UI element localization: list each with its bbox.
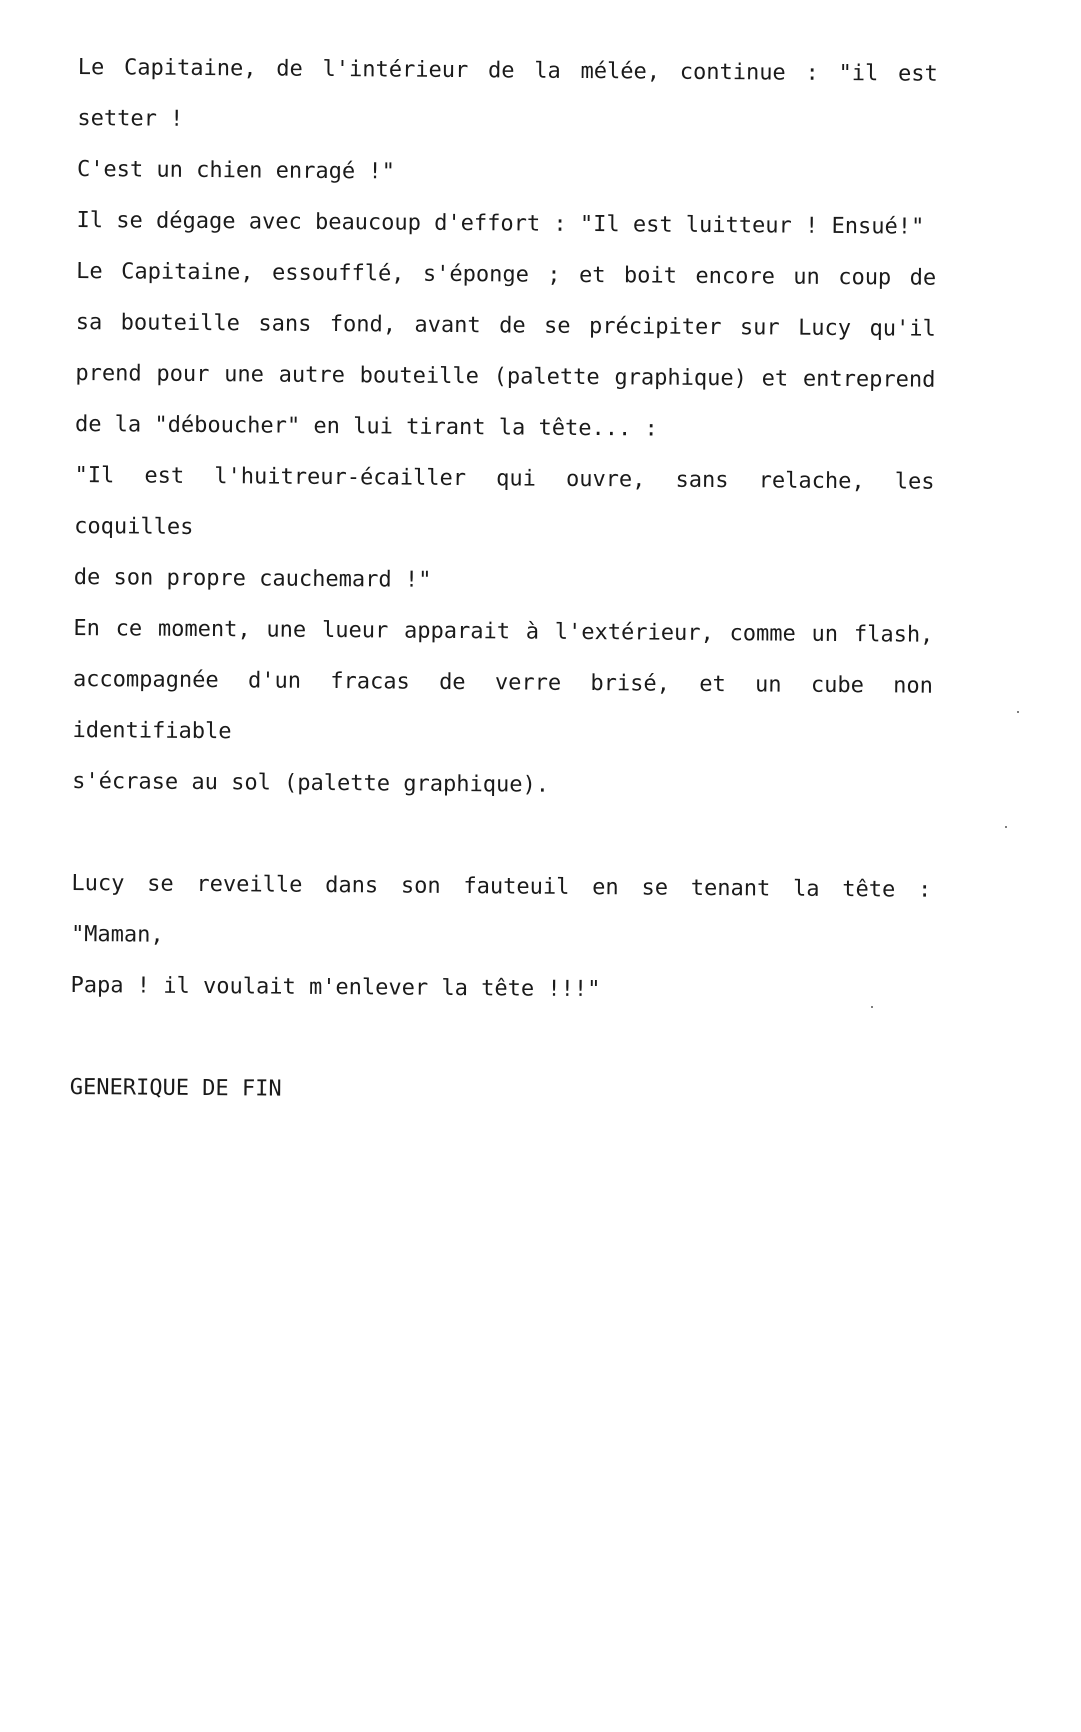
- text-line: En ce moment, une lueur apparait à l'extérieur, comme un flash,: [73, 615, 934, 648]
- text-line: de la "déboucher" en lui tirant la tête... :: [74, 411, 658, 442]
- text-line: "Il est l'huitreur-écailler qui ouvre, sans relache, les coquilles: [74, 462, 935, 540]
- text-line: Lucy se reveille dans son fauteuil en se tenant la tête : "Maman,: [70, 870, 932, 948]
- paragraph-gap: [70, 1011, 930, 1069]
- text-line: Le Capitaine, de l'intérieur de la mélée, continue : "il est: [77, 54, 938, 87]
- text-line: prend pour une autre bouteille (palette graphique) et entreprend: [75, 360, 936, 393]
- scan-speck: [1005, 826, 1007, 828]
- text-line: setter !: [77, 105, 184, 132]
- text-line: C'est un chien enragé !": [76, 156, 395, 185]
- text-line: Il se dégage avec beaucoup d'effort : "Il est luitteur ! Ensué!": [76, 207, 925, 240]
- text-line: s'écrase au sol (palette graphique).: [72, 768, 550, 798]
- text-line: sa bouteille sans fond, avant de se précipiter sur Lucy qu'il: [75, 309, 936, 342]
- script-text: [70, 42, 938, 1120]
- text-line: Le Capitaine, essoufflé, s'éponge ; et boit encore un coup de: [76, 258, 937, 291]
- scan-speck: [1017, 711, 1019, 713]
- ending-title: GENERIQUE DE FIN: [69, 1074, 282, 1102]
- paragraph-gap: [72, 807, 932, 865]
- text-line: accompagnée d'un fracas de verre brisé, et un cube non identifiable: [72, 666, 934, 745]
- scan-speck: [871, 1006, 873, 1008]
- text-line: de son propre cauchemard !": [73, 564, 432, 593]
- text-line: Papa ! il voulait m'enlever la tête !!!": [70, 972, 601, 1003]
